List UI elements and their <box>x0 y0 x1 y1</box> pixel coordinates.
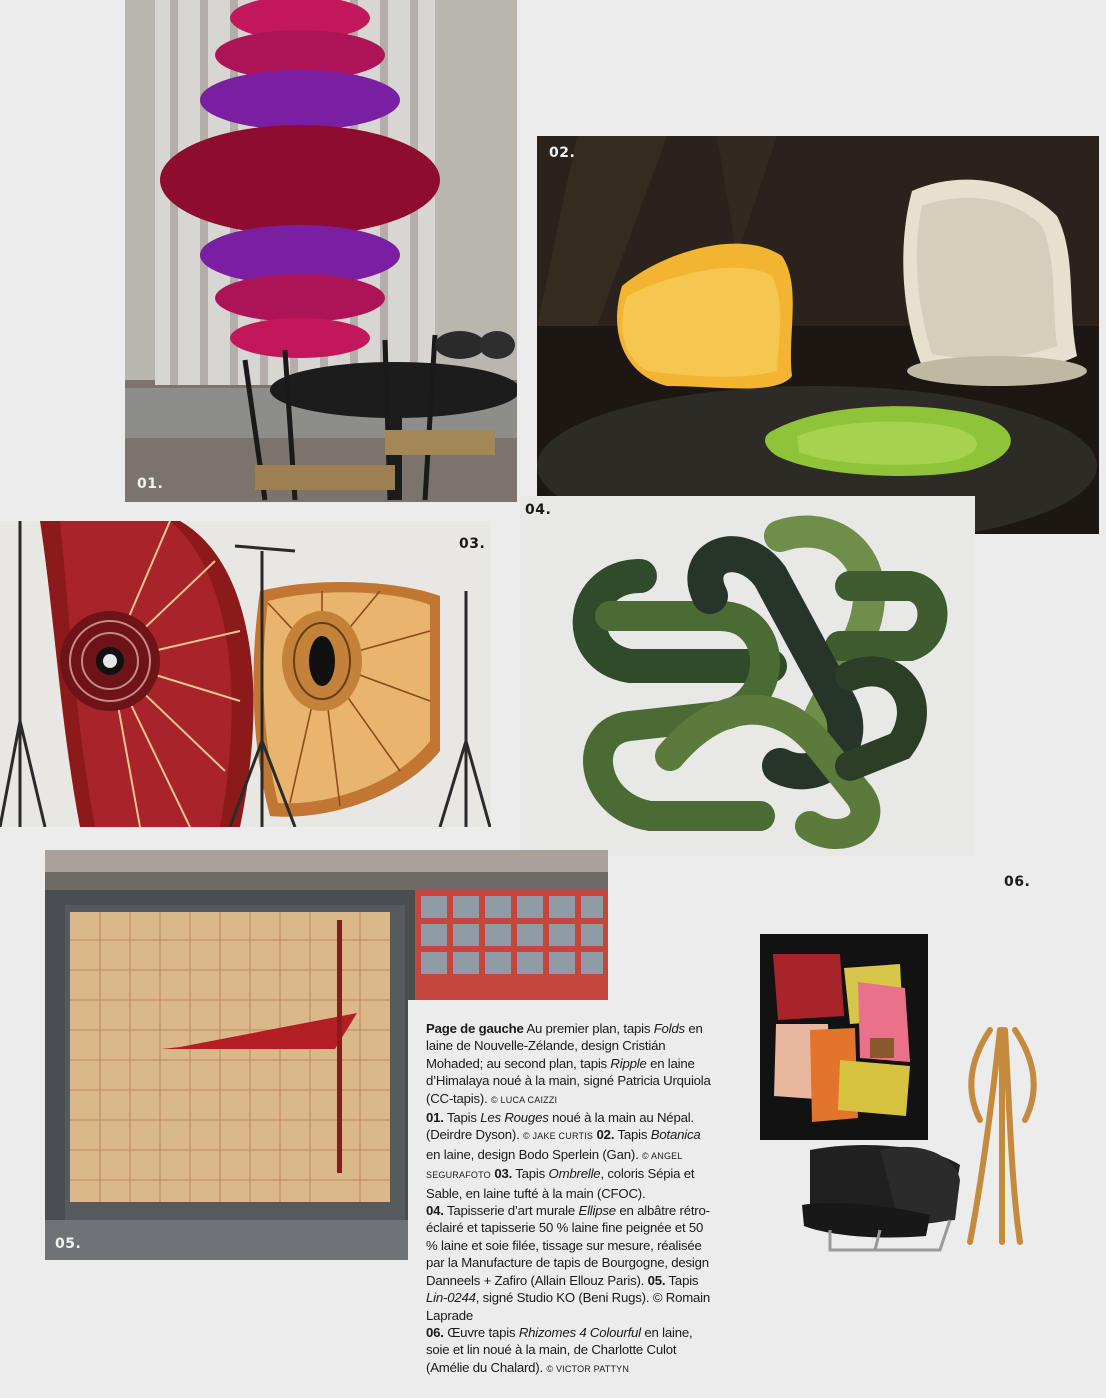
caption-text-span: en albâtre rétro-éclairé et tapisserie 50 % laine fine peignée et 50 % laine et soie filée, tissage sur mesure, réalisée par la Manufacture de tapis de Bourgogne, design Danneels + Zafiro (Allain Ellouz Paris). <box>426 1203 710 1288</box>
photo-01-les-rouges <box>125 0 517 502</box>
label-05: 05. <box>55 1236 82 1252</box>
caption-text-span: , signé Studio KO (Beni Rugs). © Romain Laprade <box>426 1290 711 1323</box>
product-name: Lin-0244 <box>426 1290 476 1306</box>
product-name: Les Rouges <box>480 1110 549 1126</box>
product-name: Rhizomes 4 Colourful <box>518 1324 641 1340</box>
label-03: 03. <box>459 536 486 552</box>
caption-text-span: Tapis <box>665 1272 699 1288</box>
label-06: 06. <box>1004 874 1031 890</box>
product-name: Botanica <box>650 1127 701 1143</box>
caption-number: 04. <box>426 1203 444 1219</box>
caption-text-span: en laine d’Himalaya noué à la main, signé Patricia Urquiola (CC-tapis). <box>426 1055 711 1106</box>
product-name: Folds <box>653 1021 685 1036</box>
caption-text-span: en laine, soie et lin noué à la main, de Charlotte Culot (Amélie du Chalard). <box>426 1324 693 1375</box>
caption-block <box>408 1000 726 1392</box>
caption-number: 02. <box>596 1127 615 1143</box>
photo-credit: © LUCA CAIZZI <box>491 1094 558 1105</box>
caption-text-span: Tapis <box>614 1127 651 1143</box>
photo-02-botanica <box>537 136 1099 534</box>
caption-number: 06. <box>426 1324 444 1340</box>
photo-credit: © ANGEL SEGURAFOTO <box>426 1150 683 1181</box>
caption-number: 03. <box>494 1166 513 1182</box>
caption-text-span: noué à la main au Népal. (Deirdre Dyson). <box>426 1110 694 1143</box>
caption-text <box>426 1020 716 1378</box>
photo-credit: © VICTOR PATTYN <box>546 1363 630 1374</box>
caption-text-span: Tapis <box>512 1166 549 1182</box>
product-name: Ombrelle <box>548 1166 601 1182</box>
product-name: Ellipse <box>578 1203 616 1219</box>
photo-03-ombrelle <box>0 521 491 827</box>
caption-text-span: en laine, design Bodo Sperlein (Gan). <box>426 1146 642 1162</box>
caption-text-span: , coloris Sépia et Sable, en laine tufté à la main (CFOC). <box>426 1166 695 1201</box>
caption-text-span: Au premier plan, tapis <box>523 1021 654 1036</box>
label-02: 02. <box>549 145 576 161</box>
caption-text-span: Tapisserie d’art murale <box>443 1203 579 1219</box>
label-01: 01. <box>137 476 164 492</box>
photo-credit: © JAKE CURTIS <box>523 1131 594 1142</box>
photo-04-ellipse <box>520 496 975 856</box>
caption-intro-heading: Page de gauche <box>426 1021 524 1036</box>
caption-text-span: en laine de Nouvelle-Zélande, design Cristián Mohaded; au second plan, tapis <box>426 1021 703 1071</box>
caption-number: 05. <box>647 1272 666 1288</box>
label-04: 04. <box>525 502 552 518</box>
caption-text-span: Œuvre tapis <box>443 1324 519 1340</box>
photo-06-rhizomes <box>740 920 1050 1280</box>
caption-text-span: Tapis <box>443 1110 481 1126</box>
product-name: Ripple <box>610 1055 647 1071</box>
caption-number: 01. <box>426 1110 444 1126</box>
